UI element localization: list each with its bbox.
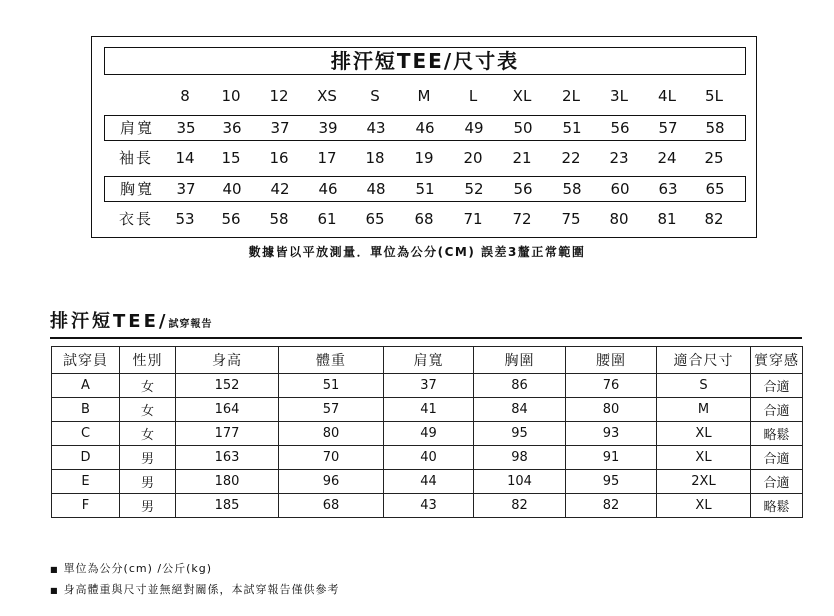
- table-row: [52, 446, 803, 470]
- size-cell: 43: [366, 119, 386, 137]
- size-cell: 25: [704, 149, 724, 167]
- size-cell: 22: [561, 149, 581, 167]
- size-cell: 18: [365, 149, 385, 167]
- column-header: 腰圍: [566, 347, 657, 374]
- size-cell: 50: [513, 119, 533, 137]
- table-cell: A: [52, 374, 120, 398]
- column-header: 胸圍: [474, 347, 566, 374]
- table-cell: 合適: [751, 446, 803, 470]
- size-cell: 63: [658, 180, 678, 198]
- size-cell: 16: [269, 149, 289, 167]
- table-cell: 女: [120, 398, 176, 422]
- size-cell: 82: [704, 210, 724, 228]
- table-cell: 104: [474, 470, 566, 494]
- size-cell: L: [468, 87, 478, 105]
- size-cell: XS: [317, 87, 337, 105]
- table-cell: 86: [474, 374, 566, 398]
- size-cell: 72: [512, 210, 532, 228]
- size-cell: 39: [318, 119, 338, 137]
- size-cell: 51: [415, 180, 435, 198]
- table-cell: 40: [384, 446, 474, 470]
- bullet-icon: ■: [50, 586, 59, 595]
- size-cell: 58: [705, 119, 725, 137]
- table-row: [52, 398, 803, 422]
- table-cell: 略鬆: [751, 422, 803, 446]
- report-heading-main: 排汗短TEE/: [50, 311, 169, 332]
- table-cell: 82: [474, 494, 566, 518]
- table-row: [52, 422, 803, 446]
- size-cell: XL: [512, 87, 532, 105]
- report-heading: [50, 307, 212, 333]
- table-row: [52, 374, 803, 398]
- size-cell: 23: [609, 149, 629, 167]
- size-cell: 15: [221, 149, 241, 167]
- size-cell: 71: [463, 210, 483, 228]
- table-cell: 女: [120, 422, 176, 446]
- table-cell: 49: [384, 422, 474, 446]
- size-row-label: 衣長: [118, 210, 153, 228]
- table-cell: E: [52, 470, 120, 494]
- bullet-icon: ■: [50, 565, 59, 574]
- size-cell: 56: [221, 210, 241, 228]
- size-cell: 4L: [658, 87, 676, 105]
- table-cell: 51: [279, 374, 384, 398]
- size-cell: 36: [222, 119, 242, 137]
- table-cell: 95: [566, 470, 657, 494]
- table-cell: XL: [657, 422, 751, 446]
- table-cell: 男: [120, 446, 176, 470]
- size-cell: 56: [513, 180, 533, 198]
- size-cell: 57: [658, 119, 678, 137]
- size-header-row: [104, 84, 746, 110]
- heading-divider: [50, 337, 802, 339]
- size-row-length: [104, 207, 746, 233]
- report-heading-sub: 試穿報告: [168, 319, 213, 330]
- size-cell: 20: [463, 149, 483, 167]
- size-cell: 48: [366, 180, 386, 198]
- table-cell: 98: [474, 446, 566, 470]
- table-cell: 152: [176, 374, 279, 398]
- table-cell: 177: [176, 422, 279, 446]
- column-header: 性別: [120, 347, 176, 374]
- table-cell: 93: [566, 422, 657, 446]
- table-cell: 95: [474, 422, 566, 446]
- table-cell: 41: [384, 398, 474, 422]
- footnote-units-text: 單位為公分(cm) /公斤(kg): [63, 562, 213, 575]
- table-cell: F: [52, 494, 120, 518]
- table-cell: 44: [384, 470, 474, 494]
- size-cell: 8: [180, 87, 190, 105]
- size-cell: 17: [317, 149, 337, 167]
- footnote-disclaimer-text: 身高體重與尺寸並無絕對關係，本試穿報告僅供參考: [63, 583, 340, 596]
- column-header: 適合尺寸: [657, 347, 751, 374]
- size-cell: 65: [365, 210, 385, 228]
- table-cell: 80: [566, 398, 657, 422]
- size-row-sleeve: [104, 146, 746, 172]
- table-cell: 180: [176, 470, 279, 494]
- size-cell: 14: [175, 149, 195, 167]
- size-row-label: 肩寬: [119, 119, 154, 137]
- size-cell: 37: [176, 180, 196, 198]
- size-cell: 24: [657, 149, 677, 167]
- column-header: 肩寬: [384, 347, 474, 374]
- column-header: 試穿員: [52, 347, 120, 374]
- size-row-chest: [104, 176, 746, 202]
- table-cell: XL: [657, 446, 751, 470]
- size-cell: 46: [415, 119, 435, 137]
- footnote-units: [50, 560, 212, 576]
- table-cell: 84: [474, 398, 566, 422]
- table-cell: 164: [176, 398, 279, 422]
- table-cell: 2XL: [657, 470, 751, 494]
- size-row-shoulder: [104, 115, 746, 141]
- column-header: 實穿感: [751, 347, 803, 374]
- table-cell: 96: [279, 470, 384, 494]
- size-cell: 37: [270, 119, 290, 137]
- table-row: [52, 494, 803, 518]
- size-cell: 53: [175, 210, 195, 228]
- table-cell: 女: [120, 374, 176, 398]
- size-cell: 12: [269, 87, 289, 105]
- table-row: [52, 470, 803, 494]
- size-cell: 46: [318, 180, 338, 198]
- size-cell: 49: [464, 119, 484, 137]
- size-cell: 52: [464, 180, 484, 198]
- table-cell: B: [52, 398, 120, 422]
- size-chart: [91, 36, 757, 238]
- table-cell: 185: [176, 494, 279, 518]
- size-cell: 5L: [705, 87, 723, 105]
- table-cell: 80: [279, 422, 384, 446]
- table-cell: 163: [176, 446, 279, 470]
- table-cell: 68: [279, 494, 384, 518]
- table-cell: 82: [566, 494, 657, 518]
- table-cell: 70: [279, 446, 384, 470]
- size-cell: S: [370, 87, 380, 105]
- table-cell: 57: [279, 398, 384, 422]
- table-cell: D: [52, 446, 120, 470]
- table-cell: 43: [384, 494, 474, 518]
- size-cell: 60: [610, 180, 630, 198]
- size-cell: 40: [222, 180, 242, 198]
- size-cell: 3L: [610, 87, 628, 105]
- table-cell: 91: [566, 446, 657, 470]
- table-cell: 76: [566, 374, 657, 398]
- table-header-row: [52, 347, 803, 374]
- table-cell: 合適: [751, 470, 803, 494]
- size-cell: 10: [221, 87, 241, 105]
- size-cell: M: [417, 87, 431, 105]
- fit-report-table: [51, 346, 803, 518]
- table-cell: 37: [384, 374, 474, 398]
- size-cell: 2L: [562, 87, 580, 105]
- size-row-label: 胸寬: [119, 180, 154, 198]
- size-row-label: 袖長: [118, 149, 153, 167]
- size-cell: 51: [562, 119, 582, 137]
- size-cell: 75: [561, 210, 581, 228]
- table-cell: 合適: [751, 374, 803, 398]
- footnote-disclaimer: [50, 581, 340, 597]
- size-cell: 42: [270, 180, 290, 198]
- table-cell: M: [657, 398, 751, 422]
- table-cell: 男: [120, 494, 176, 518]
- column-header: 身高: [176, 347, 279, 374]
- size-chart-note: 數據皆以平放測量．單位為公分(CM) 誤差3釐正常範圍: [248, 245, 586, 259]
- table-cell: S: [657, 374, 751, 398]
- size-cell: 19: [414, 149, 434, 167]
- size-cell: 58: [269, 210, 289, 228]
- size-chart-title: 排汗短TEE/尺寸表: [104, 47, 746, 75]
- size-cell: 35: [176, 119, 196, 137]
- size-cell: 80: [609, 210, 629, 228]
- size-cell: 68: [414, 210, 434, 228]
- size-cell: 21: [512, 149, 532, 167]
- table-cell: C: [52, 422, 120, 446]
- size-cell: 56: [610, 119, 630, 137]
- size-cell: 81: [657, 210, 677, 228]
- table-cell: 略鬆: [751, 494, 803, 518]
- size-cell: 61: [317, 210, 337, 228]
- size-cell: 65: [705, 180, 725, 198]
- table-cell: 合適: [751, 398, 803, 422]
- size-cell: 58: [562, 180, 582, 198]
- column-header: 體重: [279, 347, 384, 374]
- table-cell: XL: [657, 494, 751, 518]
- table-cell: 男: [120, 470, 176, 494]
